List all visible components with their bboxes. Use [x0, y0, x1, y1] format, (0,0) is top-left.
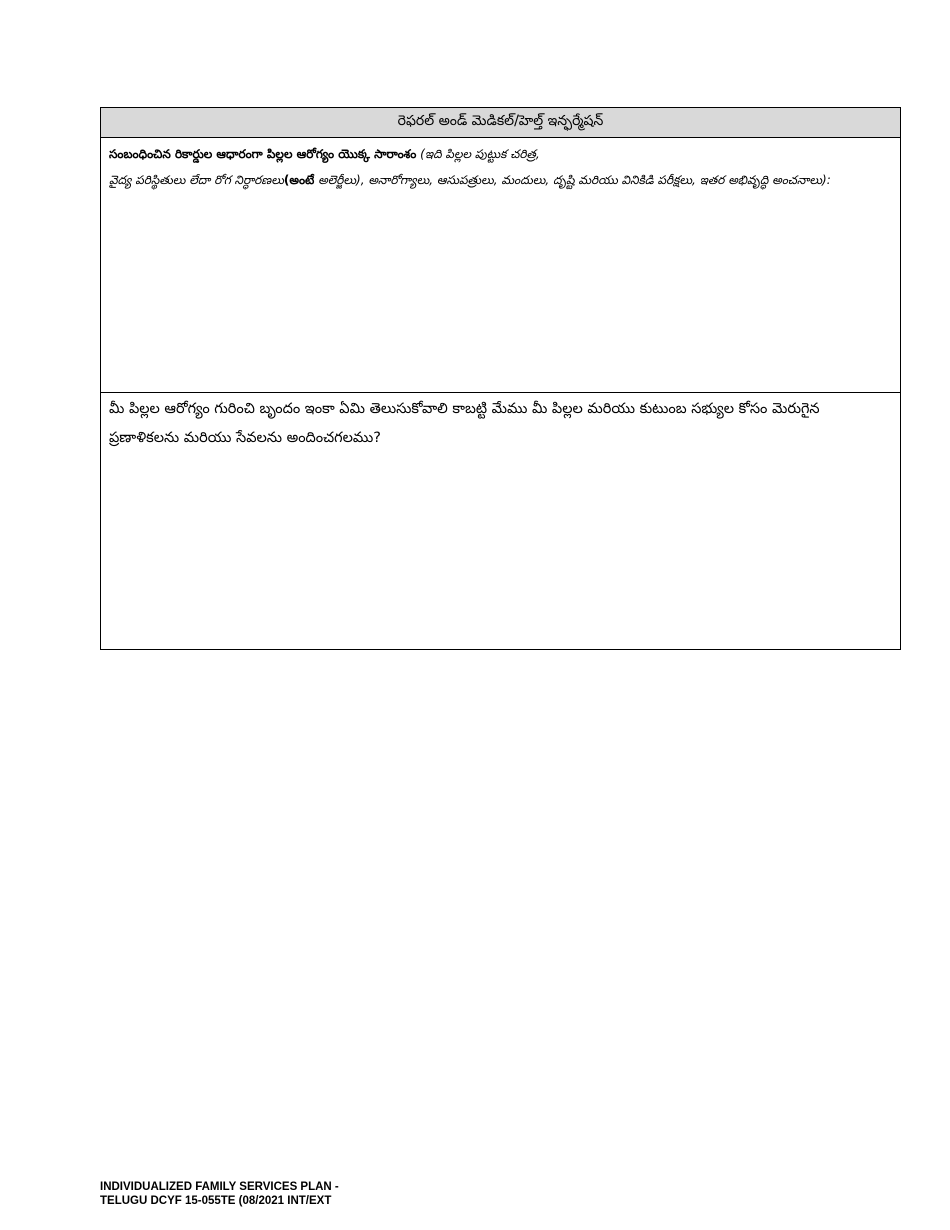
form-footer — [100, 1180, 339, 1208]
team-health-question-line1: మీ పిల్లల ఆరోగ్యం గురించి బృందం ఇంకా ఏమి తెలుసుకోవాలి కాబట్టి మేము మీ పిల్లల మరియు కుటుంబ సభ్యుల కోసం మెరుగైన — [109, 401, 820, 417]
health-summary-prompt-bold: సంబంధించిన రికార్డుల ఆధారంగా పిల్లల ఆరోగ్యం యొక్క సారాంశం — [109, 147, 417, 161]
table-header — [101, 108, 900, 138]
health-summary-section[interactable] — [101, 138, 900, 393]
team-health-question-section[interactable] — [101, 393, 900, 649]
health-summary-prompt-italic-2a: వైద్య పరిస్థితులు లేదా రోగ నిర్ధారణలు — [109, 173, 284, 187]
team-health-question-line2: ప్రణాళికలను మరియు సేవలను అందించగలము? — [109, 430, 381, 446]
form-footer-line2: TELUGU DCYF 15-055TE (08/2021 INT/EXT — [100, 1195, 332, 1207]
referral-medical-health-table — [100, 107, 901, 650]
form-footer-line1: INDIVIDUALIZED FAMILY SERVICES PLAN - — [100, 1181, 339, 1193]
health-summary-prompt-line2 — [109, 167, 892, 193]
health-summary-prompt-italic-2b: అలెర్జీలు), అనారోగ్యాలు, ఆసుపత్రులు, మందులు, దృష్టి మరియు వినికిడి పరీక్షలు, ఇతర అభివృద్ధి అంచనాలు): — [314, 173, 831, 187]
health-summary-prompt-italic-1: (ఇది పిల్లల పుట్టుక చరిత్ర, — [416, 147, 540, 161]
health-summary-prompt-bold-inline: (అంటే — [283, 173, 315, 187]
health-summary-prompt-line1 — [109, 141, 892, 167]
table-header-title: రెఫరల్ అండ్ మెడికల్/హెల్త్ ఇన్ఫర్మేషన్ — [397, 113, 604, 129]
